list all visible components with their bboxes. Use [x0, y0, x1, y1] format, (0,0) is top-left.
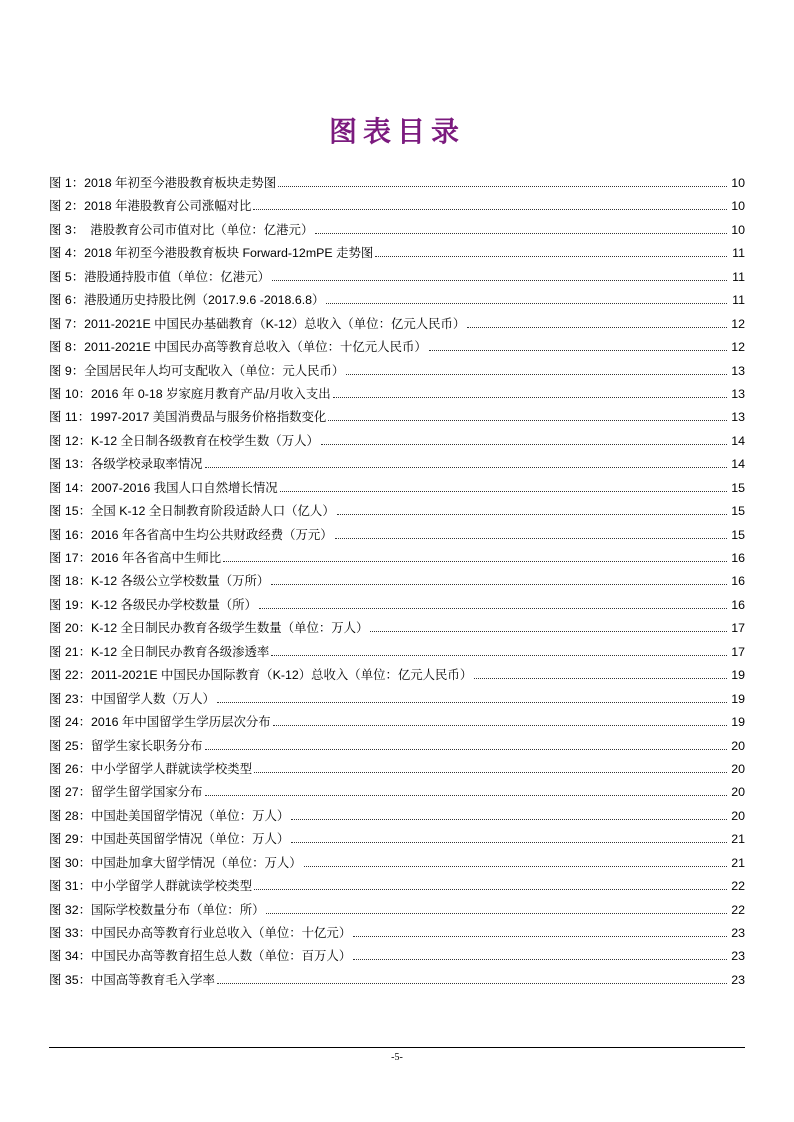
toc-entry-label: 图 31：中小学留学人群就读学校类型	[49, 879, 253, 894]
page-number: -5-	[391, 1052, 403, 1063]
toc-entry-label: 图 13：各级学校录取率情况	[49, 457, 203, 472]
toc-entry-page: 17	[731, 621, 745, 636]
dot-leader	[254, 888, 727, 890]
toc-entry-label: 图 28：中国赴美国留学情况（单位：万人）	[49, 808, 290, 823]
toc-entry[interactable]	[49, 430, 745, 453]
toc-entry-label: 图 16：2016 年各省高中生均公共财政经费（万元）	[49, 527, 333, 542]
toc-entry-page: 20	[731, 785, 745, 800]
toc-entry[interactable]	[49, 781, 745, 804]
toc-entry[interactable]	[49, 195, 745, 218]
toc-entry[interactable]	[49, 453, 745, 476]
dot-leader	[467, 326, 727, 328]
toc-entry-label: 图 12：K-12 全日制各级教育在校学生数（万人）	[49, 433, 319, 448]
dot-leader	[370, 630, 727, 632]
toc-entry-page: 16	[731, 574, 745, 589]
toc-entry[interactable]	[49, 899, 745, 922]
toc-entry-page: 20	[731, 761, 745, 776]
toc-entry-page: 20	[731, 808, 745, 823]
dot-leader	[217, 701, 727, 703]
dot-leader	[266, 912, 727, 914]
toc-entry-label: 图 27：留学生留学国家分布	[49, 785, 203, 800]
dot-leader	[254, 771, 727, 773]
toc-entry-page: 23	[731, 926, 745, 940]
toc-entry-page: 22	[731, 902, 745, 917]
toc-entry-page: 10	[731, 199, 745, 214]
toc-entry-label: 图 7：2011-2021E 中国民办基础教育（K-12）总收入（单位：亿元人民币）	[49, 316, 466, 331]
toc-entry-page: 21	[731, 832, 745, 847]
toc-entry-page: 21	[731, 855, 745, 870]
toc-entry-label: 图 14：2007-2016 我国人口自然增长情况	[49, 480, 278, 495]
dot-leader	[291, 818, 727, 820]
toc-entry-label: 图 1：2018 年初至今港股教育板块走势图	[49, 176, 277, 190]
toc-entry[interactable]	[49, 172, 745, 195]
toc-entry-page: 13	[731, 410, 745, 425]
toc-entry[interactable]	[49, 945, 745, 968]
dot-leader	[271, 654, 727, 656]
dot-leader	[375, 255, 727, 257]
toc-entry-label: 图 23：中国留学人数（万人）	[49, 691, 215, 706]
toc-entry-page: 20	[731, 738, 745, 753]
toc-entry-page: 19	[731, 668, 745, 683]
toc-entry[interactable]	[49, 641, 745, 664]
toc-entry-page: 15	[731, 527, 745, 542]
toc-entry[interactable]	[49, 735, 745, 758]
toc-entry-label: 图 5：港股通持股市值（单位：亿港元）	[49, 269, 270, 284]
toc-entry-page: 16	[731, 551, 745, 565]
dot-leader	[217, 982, 727, 984]
toc-entry-label: 图 18：K-12 各级公立学校数量（万所）	[49, 574, 270, 589]
dot-leader	[273, 724, 727, 726]
figure-list	[49, 172, 745, 992]
toc-entry-label: 图 2：2018 年港股教育公司涨幅对比	[49, 199, 252, 214]
toc-entry[interactable]	[49, 219, 745, 242]
toc-entry-label: 图 21：K-12 全日制民办教育各级渗透率	[49, 644, 270, 659]
toc-entry-page: 11	[732, 293, 745, 308]
dot-leader	[259, 607, 727, 609]
dot-leader	[353, 958, 727, 960]
toc-entry-label: 图 30：中国赴加拿大留学情况（单位：万人）	[49, 855, 302, 870]
toc-entry[interactable]	[49, 547, 745, 570]
toc-entry-label: 图 32：国际学校数量分布（单位：所）	[49, 902, 265, 917]
toc-entry-page: 17	[731, 644, 745, 659]
toc-entry-label: 图 22：2011-2021E 中国民办国际教育（K-12）总收入（单位：亿元人民币）	[49, 668, 473, 683]
toc-entry[interactable]	[49, 289, 745, 312]
toc-entry[interactable]	[49, 406, 745, 429]
toc-entry-page: 23	[731, 972, 745, 987]
toc-entry-label: 图 29：中国赴英国留学情况（单位：万人）	[49, 832, 290, 847]
dot-leader	[353, 935, 727, 937]
dot-leader	[272, 279, 727, 281]
toc-entry[interactable]	[49, 242, 745, 265]
toc-entry-page: 16	[731, 597, 745, 612]
toc-entry-label: 图 10：2016 年 0-18 岁家庭月教育产品/月收入支出	[49, 386, 331, 401]
toc-entry-page: 10	[731, 176, 745, 190]
toc-entry-page: 15	[731, 504, 745, 519]
toc-entry[interactable]	[49, 664, 745, 687]
toc-entry-label: 图 33：中国民办高等教育行业总收入（单位：十亿元）	[49, 926, 352, 940]
dot-leader	[429, 349, 727, 351]
footer-divider	[49, 1047, 745, 1048]
dot-leader	[280, 490, 727, 492]
toc-entry-label: 图 19：K-12 各级民办学校数量（所）	[49, 597, 257, 612]
toc-entry[interactable]	[49, 477, 745, 500]
toc-entry[interactable]	[49, 875, 745, 898]
toc-entry-page: 19	[731, 691, 745, 706]
toc-entry[interactable]	[49, 594, 745, 617]
toc-entry-label: 图 9：全国居民年人均可支配收入（单位：元人民币）	[49, 363, 345, 378]
toc-entry-label: 图 4：2018 年初至今港股教育板块 Forward-12mPE 走势图	[49, 246, 374, 261]
dot-leader	[474, 677, 727, 679]
toc-entry-page: 11	[732, 269, 745, 284]
toc-entry[interactable]	[49, 828, 745, 851]
toc-entry-page: 14	[731, 457, 745, 472]
dot-leader	[278, 185, 727, 187]
toc-entry[interactable]	[49, 360, 745, 383]
dot-leader	[315, 232, 727, 234]
dot-leader	[337, 513, 727, 515]
toc-entry-page: 10	[731, 222, 745, 237]
toc-entry-label: 图 26：中小学留学人群就读学校类型	[49, 761, 253, 776]
toc-entry-page: 11	[732, 246, 745, 261]
dot-leader	[205, 794, 727, 796]
toc-entry[interactable]	[49, 383, 745, 406]
toc-entry[interactable]	[49, 313, 745, 336]
toc-entry-label: 图 34：中国民办高等教育招生总人数（单位：百万人）	[49, 949, 352, 964]
toc-entry-page: 19	[731, 715, 745, 730]
toc-entry[interactable]	[49, 617, 745, 640]
toc-entry[interactable]	[49, 688, 745, 711]
toc-entry-label: 图 24：2016 年中国留学生学历层次分布	[49, 715, 271, 730]
dot-leader	[304, 865, 727, 867]
toc-entry-page: 12	[731, 340, 745, 355]
toc-entry-label: 图 20：K-12 全日制民办教育各级学生数量（单位：万人）	[49, 621, 369, 636]
dot-leader	[328, 419, 727, 421]
toc-entry-label: 图 25：留学生家长职务分布	[49, 738, 203, 753]
dot-leader	[253, 208, 727, 210]
toc-entry-label: 图 8：2011-2021E 中国民办高等教育总收入（单位：十亿元人民币）	[49, 340, 427, 355]
dot-leader	[321, 443, 727, 445]
toc-entry-page: 23	[731, 949, 745, 964]
toc-entry[interactable]	[49, 336, 745, 359]
toc-entry-page: 22	[731, 879, 745, 894]
toc-entry[interactable]	[49, 570, 745, 593]
toc-entry-page: 13	[731, 363, 745, 378]
toc-entry[interactable]	[49, 758, 745, 781]
page-title: 图表目录	[328, 115, 465, 148]
toc-entry-label: 图 11：1997-2017 美国消费品与服务价格指数变化	[49, 410, 327, 425]
toc-entry[interactable]	[49, 922, 745, 945]
dot-leader	[346, 373, 727, 375]
dot-leader	[326, 302, 727, 304]
toc-entry[interactable]	[49, 524, 745, 547]
dot-leader	[335, 537, 727, 539]
toc-entry-page: 14	[731, 433, 745, 448]
toc-entry-label: 图 3： 港股教育公司市值对比（单位：亿港元）	[49, 222, 314, 237]
toc-entry[interactable]	[49, 500, 745, 523]
toc-entry-page: 12	[731, 316, 745, 331]
dot-leader	[271, 583, 727, 585]
toc-entry-page: 13	[731, 386, 745, 401]
toc-entry-label: 图 35：中国高等教育毛入学率	[49, 972, 215, 987]
toc-entry-label: 图 15：全国 K-12 全日制教育阶段适龄人口（亿人）	[49, 504, 335, 519]
dot-leader	[223, 560, 727, 562]
dot-leader	[205, 466, 727, 468]
dot-leader	[333, 396, 727, 398]
toc-entry[interactable]	[49, 969, 745, 992]
toc-entry-label: 图 6：港股通历史持股比例（2017.9.6 -2018.6.8）	[49, 293, 325, 308]
toc-entry-label: 图 17：2016 年各省高中生师比	[49, 551, 222, 565]
toc-entry[interactable]	[49, 805, 745, 828]
toc-entry[interactable]	[49, 266, 745, 289]
toc-entry[interactable]	[49, 852, 745, 875]
toc-entry-page: 15	[731, 480, 745, 495]
dot-leader	[291, 841, 727, 843]
dot-leader	[205, 748, 727, 750]
toc-entry[interactable]	[49, 711, 745, 734]
